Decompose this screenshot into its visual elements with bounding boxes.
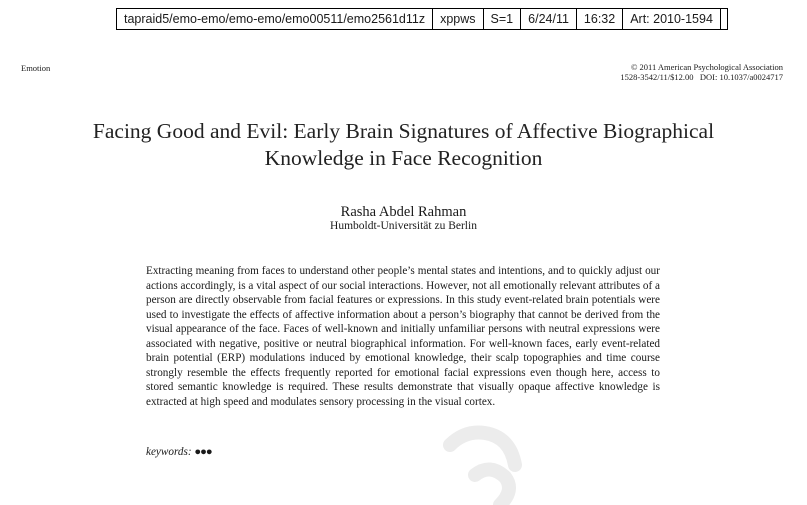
issn-doi-line: 1528-3542/11/$12.00 DOI: 10.1037/a0024717 xyxy=(620,71,783,82)
article-title xyxy=(0,118,807,172)
keywords-label: keywords: xyxy=(146,446,192,458)
proof-header-bar xyxy=(116,8,728,30)
title-line-1: Facing Good and Evil: Early Brain Signatures of Affective Biographical xyxy=(92,119,715,143)
watermark-graphic xyxy=(430,405,540,505)
author-name: Rasha Abdel Rahman xyxy=(340,204,467,220)
copyright-block xyxy=(620,63,783,82)
proof-date: 6/24/11 xyxy=(521,9,577,29)
keywords-placeholder: ●●● xyxy=(194,446,212,458)
copyright-line: © 2011 American Psychological Association xyxy=(630,62,783,72)
proof-article-id: Art: 2010-1594 xyxy=(623,9,721,29)
title-line-2: Knowledge in Face Recognition xyxy=(264,146,543,170)
journal-name: Emotion xyxy=(21,63,51,73)
author-affiliation: Humboldt-Universität zu Berlin xyxy=(330,220,477,232)
proof-file-path: tapraid5/emo-emo/emo-emo/emo00511/emo2561d11z xyxy=(117,9,433,29)
keywords-line xyxy=(146,446,212,458)
proof-time: 16:32 xyxy=(577,9,623,29)
proof-sequence: S=1 xyxy=(484,9,522,29)
abstract-text: Extracting meaning from faces to understand other people’s mental states and intentions, and to quickly adjust our actions accordingly, is a vital aspect of our social interactions. However, not all emotionally relevant attributes of a person are directly observable from facial features or expressions. In this study event-related brain potentials were used to investigate the effects of affective information about a person’s biography that cannot be derived from the visual appearance of the face. Faces of well-known and initially unfamiliar persons with neutral expressions were associated with negative, positive or neutral biographical information. For well-known faces, early event-related brain potential (ERP) modulations induced by emotional knowledge, their scalp topographies and time course strongly resemble the effects frequently reported for emotional facial expressions even though here, access to stored semantic knowledge is required. These results demonstrate that visually opaque affective knowledge is extracted at high speed and modulates sensory processing in the visual cortex. xyxy=(146,265,660,408)
proof-blank-cell xyxy=(721,9,727,29)
proof-system: xppws xyxy=(433,9,483,29)
